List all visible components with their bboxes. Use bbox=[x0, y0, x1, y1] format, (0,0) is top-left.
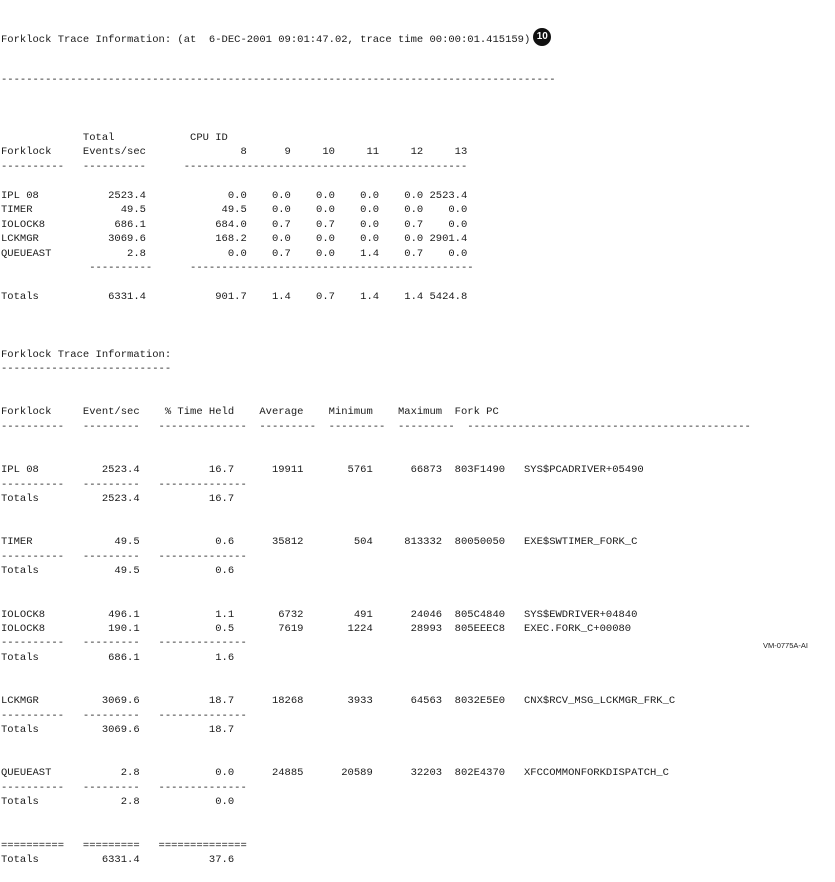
header-rule: ---------------------------------------------------------------------------------------- bbox=[1, 74, 556, 87]
detail-table-line: TIMER 49.5 0.6 35812 504 813332 80050050 EXE$SWTIMER_FORK_C bbox=[1, 536, 638, 549]
report-header bbox=[1, 30, 751, 44]
detail-table-line: ---------- --------- -------------- bbox=[1, 550, 247, 563]
trace-report bbox=[1, 1, 751, 882]
cpu-table-line: ---------- ---------- --------------------------------------------- bbox=[1, 160, 468, 173]
detail-table-line: IOLOCK8 496.1 1.1 6732 491 24046 805C4840 SYS$EWDRIVER+04840 bbox=[1, 608, 638, 621]
cpu-table-line: LCKMGR 3069.6 168.2 0.0 0.0 0.0 0.0 2901.4 bbox=[1, 233, 468, 246]
detail-table-line: Totals 2.8 0.0 bbox=[1, 796, 235, 809]
detail-table-line bbox=[1, 579, 751, 593]
detail-table-line: LCKMGR 3069.6 18.7 18268 3933 64563 8032E5E0 CNX$RCV_MSG_LCKMGR_FRK_C bbox=[1, 695, 676, 708]
detail-table-line: ---------- --------- -------------- bbox=[1, 637, 247, 650]
cpu-table-line: Forklock Events/sec 8 9 10 11 12 13 bbox=[1, 146, 468, 159]
detail-table-line bbox=[1, 391, 751, 405]
detail-table-line bbox=[1, 824, 751, 838]
detail-table-line: Totals 2523.4 16.7 bbox=[1, 493, 235, 505]
detail-table-line: Totals 49.5 0.6 bbox=[1, 565, 235, 578]
detail-table-line bbox=[1, 665, 751, 679]
cpu-table-line: IPL 08 2523.4 0.0 0.0 0.0 0.0 0.0 2523.4 bbox=[1, 189, 468, 202]
detail-table-line: QUEUEAST 2.8 0.0 24885 20589 32203 802E4370 XFCCOMMONFORKDISPATCH_C bbox=[1, 767, 669, 780]
detail-table-line: ---------- --------- -------------- bbox=[1, 781, 247, 794]
detail-table-line: --------------------------- bbox=[1, 363, 172, 376]
detail-table-line: ========== ========= ============== bbox=[1, 839, 247, 852]
cpu-table-line bbox=[1, 275, 751, 289]
header-text: Forklock Trace Information: (at 6-DEC-2001 09:01:47.02, trace time 00:00:01.415159) bbox=[1, 33, 531, 46]
detail-table-line bbox=[1, 377, 751, 391]
cpu-table-line bbox=[1, 174, 751, 188]
callout-badge: 10 bbox=[533, 28, 551, 46]
detail-table-line: ---------- --------- -------------- bbox=[1, 709, 247, 722]
cpu-table-line: TIMER 49.5 49.5 0.0 0.0 0.0 0.0 0.0 bbox=[1, 204, 468, 217]
detail-table-line: ---------- --------- -------------- --------- --------- --------- --------------------------------------------- bbox=[1, 420, 751, 433]
detail-table-line bbox=[1, 449, 751, 463]
detail-table-line bbox=[1, 521, 751, 535]
detail-table-line: Totals 3069.6 18.7 bbox=[1, 724, 235, 736]
detail-table-line: IOLOCK8 190.1 0.5 7619 1224 28993 805EEEC8 EXEC.FORK_C+00080 bbox=[1, 622, 632, 635]
detail-table-line: Totals 6331.4 37.6 bbox=[1, 853, 235, 866]
detail-table-line: Forklock Event/sec % Time Held Average Minimum Maximum Fork PC bbox=[1, 406, 499, 419]
cpu-table-line: QUEUEAST 2.8 0.0 0.7 0.0 1.4 0.7 0.0 bbox=[1, 247, 468, 260]
detail-table-line: Totals 686.1 1.6 bbox=[1, 651, 235, 664]
detail-table-line: ---------- --------- -------------- bbox=[1, 478, 247, 491]
detail-table-line bbox=[1, 333, 751, 347]
detail-table-line: Forklock Trace Information: bbox=[1, 348, 172, 361]
cpu-distribution-table bbox=[1, 117, 751, 305]
detail-table-line: IPL 08 2523.4 16.7 19911 5761 66873 803F1490 SYS$PCADRIVER+05490 bbox=[1, 464, 644, 477]
detail-table-line bbox=[1, 680, 751, 694]
cpu-table-line: Total CPU ID bbox=[1, 132, 228, 145]
cpu-table-line: Totals 6331.4 901.7 1.4 0.7 1.4 1.4 5424.8 bbox=[1, 290, 468, 303]
detail-table-line bbox=[1, 737, 751, 751]
figure-id: VM-0775A-AI bbox=[762, 641, 808, 650]
detail-table-line bbox=[1, 506, 751, 520]
cpu-table-line bbox=[1, 117, 751, 131]
cpu-table-line: IOLOCK8 686.1 684.0 0.7 0.7 0.0 0.7 0.0 bbox=[1, 218, 468, 231]
detail-table-line bbox=[1, 434, 751, 448]
forklock-detail-table bbox=[1, 333, 751, 867]
detail-table-line bbox=[1, 593, 751, 607]
cpu-table-line: ---------- --------------------------------------------- bbox=[1, 261, 474, 274]
detail-table-line bbox=[1, 752, 751, 766]
detail-table-line bbox=[1, 810, 751, 824]
